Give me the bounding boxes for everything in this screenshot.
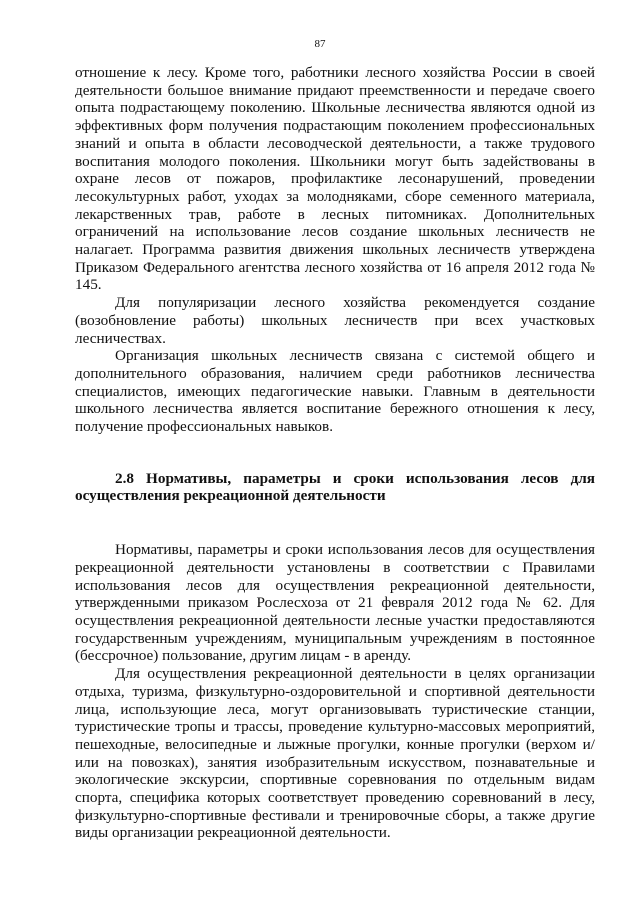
paragraph-norms: Нормативы, параметры и сроки использования лесов для осуществления рекреационной деятельности установлены в соответствии с Правилами использования лесов для осуществления рекреационной деятельности, утвержденными приказом Рослесхоза от 21 февраля 2012 года № 62. Для осуществления рекреационной деятельности лесные участки предоставляются государственным учреждениям, муниципальным учреждениям в постоянное (бессрочное) пользование, другим лицам - в аренду. [75, 541, 595, 665]
page-number: 87 [314, 38, 326, 50]
paragraph-recreation-activities: Для осуществления рекреационной деятельности в целях организации отдыха, туризма, физкультурно-оздоровительной и спортивной деятельности лица, использующие леса, могут организовывать туристические станции, туристические тропы и трассы, проведение культурно-массовых мероприятий, пешеходные, велосипедные и лыжные прогулки, конные прогулки (верхом и/или на повозках), занятия изобразительным искусством, познавательные и экологические экскурсии, спортивные соревнования по отдельным видам спорта, специфика которых соответствует проведению соревнований в лесу, физкультурно-спортивные фестивали и тренировочные сборы, а также другие виды организации рекреационной деятельности. [75, 665, 595, 842]
spacer [75, 436, 595, 470]
spacer [75, 505, 595, 541]
page-body [75, 64, 595, 842]
paragraph-continuation: отношение к лесу. Кроме того, работники лесного хозяйства России в своей деятельности большое внимание придают преемственности и передаче своего опыта подрастающему поколению. Школьные лесничества являются одной из эффективных форм получения подрастающим поколением профессиональных знаний и опыта в области лесоводческой деятельности, а также трудового воспитания молодого поколения. Школьники могут быть задействованы в охране лесов от пожаров, профилактике лесонарушений, проведении лесокультурных работ, уходах за молодняками, сборе семенного материала, лекарственных трав, работе в лесных питомниках. Дополнительных ограничений на использование лесов создание школьных лесничеств не налагает. Программа развития движения школьных лесничеств утверждена Приказом Федерального агентства лесного хозяйства от 16 апреля 2012 года № 145. [75, 64, 595, 294]
paragraph-organization: Организация школьных лесничеств связана с системой общего и дополнительного образования, наличием среди работников лесничества специалистов, имеющих педагогические навыки. Главным в деятельности школьного лесничества является воспитание бережного отношения к лесу, получение профессиональных навыков. [75, 347, 595, 436]
section-heading: 2.8 Нормативы, параметры и сроки использования лесов для осуществления рекреационной деятельности [75, 469, 595, 505]
paragraph-popularization: Для популяризации лесного хозяйства рекомендуется создание (возобновление работы) школьных лесничеств при всех участковых лесничествах. [75, 294, 595, 347]
